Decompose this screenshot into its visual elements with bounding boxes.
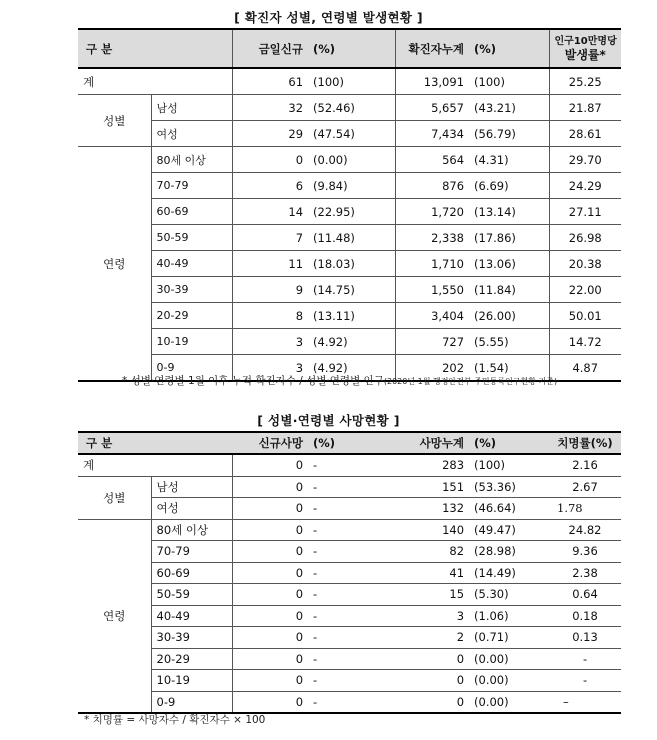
cell-cum-pct: (11.84) <box>469 277 549 303</box>
table-row <box>78 95 621 121</box>
table-row <box>78 498 621 520</box>
cell-cum: 82 <box>395 541 469 563</box>
cell-rate: 2.67 <box>549 476 621 498</box>
table-row-total <box>78 454 621 476</box>
cell-cum: 1,710 <box>395 251 469 277</box>
cell-rate: 20.38 <box>549 251 621 277</box>
row-label: 계 <box>78 68 232 95</box>
cell-cum: 132 <box>395 498 469 520</box>
table-row <box>78 476 621 498</box>
table-row <box>78 670 621 692</box>
cell-cum: 151 <box>395 476 469 498</box>
cell-cum-pct: (56.79) <box>469 121 549 147</box>
cell-cum: 727 <box>395 329 469 355</box>
cell-new: 14 <box>232 199 308 225</box>
cell-new: 0 <box>232 147 308 173</box>
cell-rate: 4.87 <box>549 355 621 382</box>
table-row <box>78 648 621 670</box>
cell-new-pct: (22.95) <box>308 199 395 225</box>
cell-new-pct: (4.92) <box>308 329 395 355</box>
row-label: 70-79 <box>151 541 232 563</box>
header-rate-top: 인구10만명당 <box>554 35 617 47</box>
cell-cum-pct: (100) <box>469 68 549 95</box>
cell-cum-pct: (0.00) <box>469 648 549 670</box>
cell-new: 0 <box>232 476 308 498</box>
table-row <box>78 225 621 251</box>
header-pct1: (%) <box>308 432 395 454</box>
row-label: 계 <box>78 454 232 476</box>
cell-rate: 50.01 <box>549 303 621 329</box>
table2-footnote: * 치명률 = 사망자수 / 확진자수 × 100 <box>84 714 266 726</box>
row-label: 남성 <box>151 476 232 498</box>
cell-new: 0 <box>232 691 308 713</box>
cell-new: 8 <box>232 303 308 329</box>
group-label-age: 연령 <box>78 519 151 713</box>
cell-cum: 0 <box>395 670 469 692</box>
cell-new: 0 <box>232 541 308 563</box>
cell-cum-pct: (53.36) <box>469 476 549 498</box>
cell-new: 7 <box>232 225 308 251</box>
table-row <box>78 519 621 541</box>
cell-cum: 564 <box>395 147 469 173</box>
header-group: 구 분 <box>78 432 232 454</box>
row-label: 50-59 <box>151 584 232 606</box>
cell-rate: 14.72 <box>549 329 621 355</box>
header-rate <box>549 29 621 68</box>
cell-cum: 7,434 <box>395 121 469 147</box>
cell-rate: 24.82 <box>549 519 621 541</box>
cell-cum-pct: (28.98) <box>469 541 549 563</box>
cell-rate: 1.78 <box>549 498 621 520</box>
cell-new-pct: - <box>308 476 395 498</box>
cell-new: 9 <box>232 277 308 303</box>
cell-new: 0 <box>232 584 308 606</box>
cell-rate: 2.16 <box>549 454 621 476</box>
confirmed-cases-table <box>78 28 621 382</box>
table2-caption: [ 성별·연령별 사망현황 ] <box>257 413 400 428</box>
cell-new: 0 <box>232 454 308 476</box>
header-cum: 사망누계 <box>395 432 469 454</box>
group-label-sex: 성별 <box>78 476 151 519</box>
cell-cum: 0 <box>395 648 469 670</box>
cell-new: 0 <box>232 605 308 627</box>
cell-cum-pct: (49.47) <box>469 519 549 541</box>
cell-new: 0 <box>232 648 308 670</box>
cell-rate: 29.70 <box>549 147 621 173</box>
cell-rate: 0.13 <box>549 627 621 649</box>
cell-cum-pct: (5.55) <box>469 329 549 355</box>
cell-cum: 283 <box>395 454 469 476</box>
cell-rate: 9.36 <box>549 541 621 563</box>
cell-new: 0 <box>232 627 308 649</box>
cell-rate: 25.25 <box>549 68 621 95</box>
cell-cum-pct: (43.21) <box>469 95 549 121</box>
cell-new-pct: - <box>308 670 395 692</box>
cell-cum: 1,550 <box>395 277 469 303</box>
table-header-row <box>78 29 621 68</box>
cell-rate: 27.11 <box>549 199 621 225</box>
header-rate-bottom: 발생률* <box>564 47 606 62</box>
cell-new-pct: (0.00) <box>308 147 395 173</box>
row-label: 20-29 <box>151 303 232 329</box>
row-label: 여성 <box>151 498 232 520</box>
row-label: 40-49 <box>151 605 232 627</box>
table-row <box>78 173 621 199</box>
cell-new: 3 <box>232 329 308 355</box>
cell-cum: 3,404 <box>395 303 469 329</box>
cell-rate: - <box>549 648 621 670</box>
cell-new-pct: - <box>308 691 395 713</box>
cell-cum-pct: (1.54) <box>469 355 549 382</box>
cell-cum-pct: (1.06) <box>469 605 549 627</box>
cell-rate: 0.18 <box>549 605 621 627</box>
cell-cum-pct: (0.71) <box>469 627 549 649</box>
cell-rate: 22.00 <box>549 277 621 303</box>
cell-new: 0 <box>232 562 308 584</box>
header-new: 금일신규 <box>232 29 308 68</box>
footnote-main: * 성별·연령별 1월 이후 누적 확진자수 / 성별·연령별 인구 <box>122 375 384 387</box>
cell-new: 32 <box>232 95 308 121</box>
row-label: 20-29 <box>151 648 232 670</box>
cell-cum: 5,657 <box>395 95 469 121</box>
row-label: 60-69 <box>151 562 232 584</box>
cell-new-pct: (4.92) <box>308 355 395 382</box>
header-new: 신규사망 <box>232 432 308 454</box>
row-label: 50-59 <box>151 225 232 251</box>
table-row <box>78 147 621 173</box>
row-label: 남성 <box>151 95 232 121</box>
table-row-total <box>78 68 621 95</box>
cell-cum: 0 <box>395 691 469 713</box>
row-label: 80세 이상 <box>151 519 232 541</box>
cell-cum: 41 <box>395 562 469 584</box>
cell-new-pct: - <box>308 584 395 606</box>
table-row <box>78 121 621 147</box>
footnote-small: (2020년 1월 행정안전부 주민등록인구현황 기준) <box>383 377 558 386</box>
cell-new-pct: - <box>308 648 395 670</box>
cell-rate: 21.87 <box>549 95 621 121</box>
cell-rate: 28.61 <box>549 121 621 147</box>
table-row <box>78 329 621 355</box>
cell-rate: 24.29 <box>549 173 621 199</box>
cell-cum: 1,720 <box>395 199 469 225</box>
cell-cum-pct: (5.30) <box>469 584 549 606</box>
cell-cum: 15 <box>395 584 469 606</box>
cell-cum-pct: (6.69) <box>469 173 549 199</box>
cell-cum: 202 <box>395 355 469 382</box>
row-label: 60-69 <box>151 199 232 225</box>
table-row <box>78 251 621 277</box>
cell-cum: 13,091 <box>395 68 469 95</box>
row-label: 70-79 <box>151 173 232 199</box>
cell-cum: 3 <box>395 605 469 627</box>
cell-new-pct: - <box>308 627 395 649</box>
table-row <box>78 691 621 713</box>
header-cum: 확진자누계 <box>395 29 469 68</box>
table-header-row <box>78 432 621 454</box>
cell-rate: - <box>549 670 621 692</box>
cell-cum-pct: (0.00) <box>469 691 549 713</box>
table-row <box>78 627 621 649</box>
row-label: 0-9 <box>151 691 232 713</box>
cell-cum-pct: (0.00) <box>469 670 549 692</box>
cell-cum: 2 <box>395 627 469 649</box>
cell-cum-pct: (4.31) <box>469 147 549 173</box>
cell-rate: – <box>549 691 621 713</box>
row-label: 여성 <box>151 121 232 147</box>
cell-new-pct: (11.48) <box>308 225 395 251</box>
header-pct1: (%) <box>308 29 395 68</box>
deaths-table <box>78 431 621 714</box>
table-row <box>78 199 621 225</box>
cell-cum: 140 <box>395 519 469 541</box>
header-group: 구 분 <box>78 29 232 68</box>
cell-new-pct: - <box>308 498 395 520</box>
cell-new-pct: - <box>308 541 395 563</box>
cell-new: 61 <box>232 68 308 95</box>
group-label-sex: 성별 <box>78 95 151 147</box>
cell-cum-pct: (17.86) <box>469 225 549 251</box>
cell-new-pct: - <box>308 519 395 541</box>
table-row <box>78 541 621 563</box>
header-pct2: (%) <box>469 432 549 454</box>
table-row <box>78 605 621 627</box>
cell-new: 0 <box>232 670 308 692</box>
cell-new: 6 <box>232 173 308 199</box>
cell-new-pct: (18.03) <box>308 251 395 277</box>
cell-new-pct: (13.11) <box>308 303 395 329</box>
table1-caption: [ 확진자 성별, 연령별 발생현황 ] <box>234 10 423 25</box>
table-row <box>78 277 621 303</box>
cell-new: 29 <box>232 121 308 147</box>
cell-new-pct: (47.54) <box>308 121 395 147</box>
table-row <box>78 584 621 606</box>
cell-new-pct: - <box>308 605 395 627</box>
cell-cum-pct: (46.64) <box>469 498 549 520</box>
cell-new-pct: (52.46) <box>308 95 395 121</box>
cell-rate: 26.98 <box>549 225 621 251</box>
header-pct2: (%) <box>469 29 549 68</box>
row-label: 30-39 <box>151 627 232 649</box>
cell-cum-pct: (26.00) <box>469 303 549 329</box>
row-label: 10-19 <box>151 670 232 692</box>
cell-new-pct: (9.84) <box>308 173 395 199</box>
header-rate: 치명률(%) <box>549 432 621 454</box>
cell-cum-pct: (14.49) <box>469 562 549 584</box>
row-label: 10-19 <box>151 329 232 355</box>
cell-rate: 0.64 <box>549 584 621 606</box>
cell-new-pct: (100) <box>308 68 395 95</box>
row-label: 40-49 <box>151 251 232 277</box>
table-row <box>78 303 621 329</box>
cell-new: 0 <box>232 498 308 520</box>
row-label: 0-9 <box>151 355 232 382</box>
cell-cum-pct: (100) <box>469 454 549 476</box>
cell-new-pct: - <box>308 454 395 476</box>
cell-cum-pct: (13.14) <box>469 199 549 225</box>
table1-footnote <box>122 373 557 388</box>
cell-new: 11 <box>232 251 308 277</box>
cell-new: 0 <box>232 519 308 541</box>
cell-new-pct: (14.75) <box>308 277 395 303</box>
group-label-age: 연령 <box>78 147 151 382</box>
cell-rate: 2.38 <box>549 562 621 584</box>
table-row <box>78 562 621 584</box>
cell-cum: 2,338 <box>395 225 469 251</box>
row-label: 30-39 <box>151 277 232 303</box>
row-label: 80세 이상 <box>151 147 232 173</box>
cell-new: 3 <box>232 355 308 382</box>
cell-cum: 876 <box>395 173 469 199</box>
cell-cum-pct: (13.06) <box>469 251 549 277</box>
cell-new-pct: - <box>308 562 395 584</box>
